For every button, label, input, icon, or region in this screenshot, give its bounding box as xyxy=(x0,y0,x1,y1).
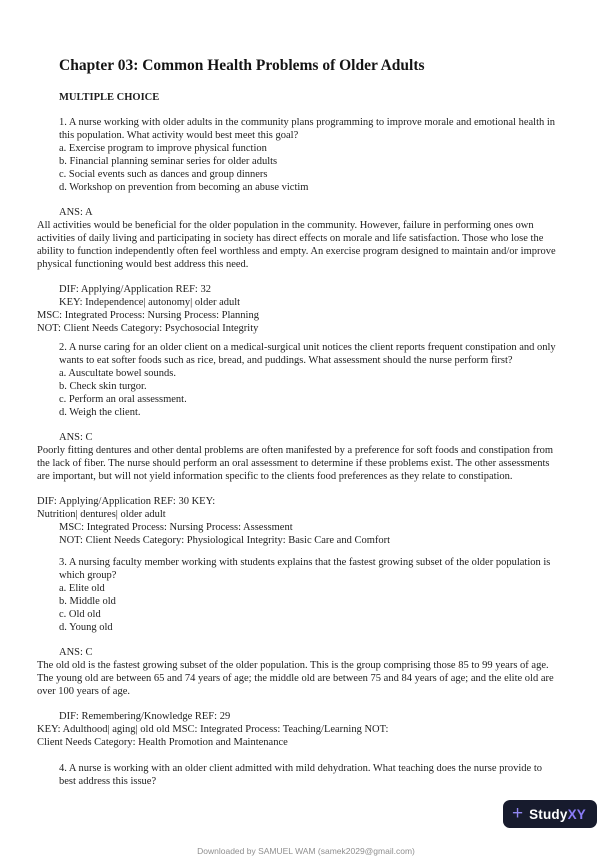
footer-note: Downloaded by SAMUEL WAM (samek2029@gmail.com) xyxy=(197,846,415,856)
badge-xy-text: XY xyxy=(567,806,586,822)
badge-study-text: Study xyxy=(529,806,568,822)
meta-dif: DIF: Remembering/Knowledge REF: 29 xyxy=(59,711,231,722)
option-b: b. Middle old xyxy=(59,596,116,607)
meta-not: Client Needs Category: Health Promotion and Maintenance xyxy=(37,737,288,748)
meta-msc: MSC: Integrated Process: Nursing Process: Planning xyxy=(37,310,259,321)
meta-key: KEY: Adulthood| aging| old old MSC: Integrated Process: Teaching/Learning NOT: xyxy=(37,724,389,735)
badge-brand-text xyxy=(529,808,586,821)
option-c: c. Perform an oral assessment. xyxy=(59,394,187,405)
meta-key: KEY: Independence| autonomy| older adult xyxy=(59,297,241,308)
meta-block xyxy=(37,283,559,335)
answer-line: ANS: C xyxy=(59,647,93,658)
question-block-2 xyxy=(37,341,559,547)
option-a: a. Exercise program to improve physical function xyxy=(59,143,267,154)
option-d: d. Workshop on prevention from becoming an abuse victim xyxy=(59,182,309,193)
option-b: b. Financial planning seminar series for older adults xyxy=(59,156,278,167)
option-c: c. Social events such as dances and group dinners xyxy=(59,169,268,180)
meta-not: NOT: Client Needs Category: Physiological Integrity: Basic Care and Comfort xyxy=(59,535,391,546)
option-a: a. Auscultate bowel sounds. xyxy=(59,368,176,379)
question-stem: 2. A nurse caring for an older client on a medical-surgical unit notices the client reports frequent constipation and only wants to eat softer foods such as rice, bread, and puddings. What assessment should the nurse perform first? xyxy=(59,342,556,366)
option-d: d. Young old xyxy=(59,622,113,633)
option-d: d. Weigh the client. xyxy=(59,407,141,418)
section-heading: MULTIPLE CHOICE xyxy=(59,92,160,103)
rationale-text: All activities would be beneficial for the older population in the community. However, failure in performing ones own activities of daily living and participating in society has direct effects on morale and life satisfaction. Those who lose the ability to function independently often feel worthless and empty. An exercise program designed to maintain and/or improve physical functioning would best address this need. xyxy=(37,220,556,270)
plus-icon: + xyxy=(511,802,524,824)
rationale-text: The old old is the fastest growing subset of the older population. This is the group comprising those 85 to 99 years of age. The young old are between 65 and 74 years of age; the middle old are between 75 and 84 years of age; and the elite old are over 100 years of age. xyxy=(37,660,554,697)
meta-dif: DIF: Applying/Application REF: 32 xyxy=(59,284,211,295)
question-stem: 3. A nursing faculty member working with students explains that the fastest growing subset of the older population is which group? xyxy=(59,557,551,581)
document-content xyxy=(37,57,559,788)
meta-block xyxy=(37,495,559,547)
meta-dif: DIF: Applying/Application REF: 30 KEY: xyxy=(37,496,216,507)
question-block-4 xyxy=(37,762,559,788)
question-block-3 xyxy=(37,556,559,749)
option-a: a. Elite old xyxy=(59,583,105,594)
meta-msc: MSC: Integrated Process: Nursing Process: Assessment xyxy=(59,522,293,533)
answer-line: ANS: C xyxy=(59,432,93,443)
answer-line: ANS: A xyxy=(59,207,93,218)
meta-block xyxy=(37,710,559,749)
meta-not: NOT: Client Needs Category: Psychosocial Integrity xyxy=(37,323,259,334)
question-block-1 xyxy=(37,116,559,335)
question-stem: 4. A nurse is working with an older client admitted with mild dehydration. What teaching does the nurse provide to best address this issue? xyxy=(59,763,542,787)
studyxy-badge[interactable] xyxy=(503,800,597,828)
question-stem: 1. A nurse working with older adults in the community plans programming to improve morale and emotional health in this population. What activity would best meet this goal? xyxy=(59,117,556,141)
rationale-text: Poorly fitting dentures and other dental problems are often manifested by a preference for soft foods and constipation from the lack of fiber. The nurse should perform an oral assessment to determine if these problems exist. The other assessments are important, but will not yield information specific to the clients food preferences as they relate to constipation. xyxy=(37,445,554,482)
option-b: b. Check skin turgor. xyxy=(59,381,147,392)
meta-key: Nutrition| dentures| older adult xyxy=(37,509,166,520)
page-title: Chapter 03: Common Health Problems of Older Adults xyxy=(59,57,425,74)
option-c: c. Old old xyxy=(59,609,101,620)
